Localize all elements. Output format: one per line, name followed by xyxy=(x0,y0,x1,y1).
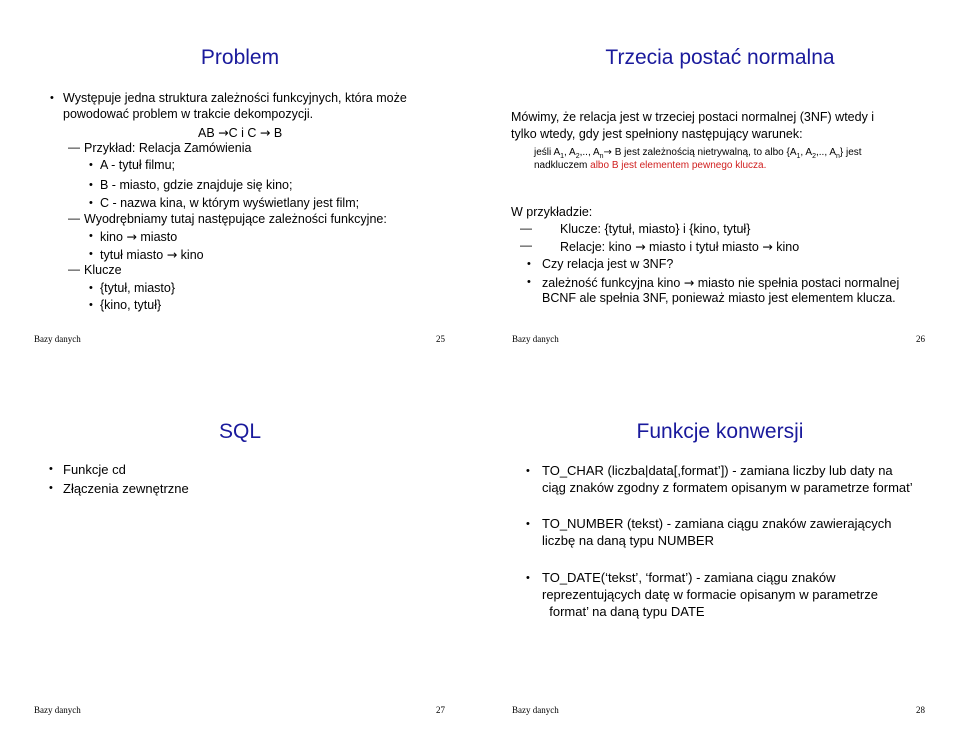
ans-part: miasto nie spełnia postaci normalnej xyxy=(697,276,900,290)
bullet-icon: • xyxy=(89,299,93,311)
page-number: 25 xyxy=(436,334,445,344)
arrow-icon: → xyxy=(166,247,178,262)
formula-part: B xyxy=(273,126,283,140)
cond-part: } jest xyxy=(839,147,862,158)
rel-part: kino xyxy=(776,240,800,254)
text-line: Klucze: {tytuł, miasto} i {kino, tytuł} xyxy=(560,222,751,236)
text-line: format’ na daną typu DATE xyxy=(542,604,705,619)
cond-sub: 1 xyxy=(796,153,801,160)
bullet-icon: • xyxy=(526,572,530,584)
text-line: {tytuł, miasto} xyxy=(100,281,176,295)
text-line: A - tytuł filmu; xyxy=(100,158,176,172)
formula-part: AB xyxy=(198,126,215,140)
slide-title: Funkcje konwersji xyxy=(636,420,804,443)
cond-sub: 1 xyxy=(560,153,565,160)
text-line: Występuje jedna struktura zależności funkcyjnych, która może xyxy=(63,91,407,105)
text-line: Czy relacja jest w 3NF? xyxy=(542,257,674,271)
bullet-icon: • xyxy=(526,465,530,477)
fd-part: tytuł miasto xyxy=(100,248,164,262)
bullet-icon: • xyxy=(49,463,53,475)
footer-label: Bazy danych xyxy=(34,334,81,344)
bullet-icon: • xyxy=(49,482,53,494)
text-line: TO_DATE(‘tekst’, ‘format’) - zamiana ciągu znaków xyxy=(542,570,836,585)
cond-part-red: albo B jest elementem pewnego klucza. xyxy=(590,160,767,171)
cond-part: , A xyxy=(564,147,576,158)
text-line: reprezentujących datę w formacie opisanym w parametrze xyxy=(542,587,878,602)
bullet-icon: • xyxy=(527,258,531,270)
list-item: Złączenia zewnętrzne xyxy=(63,481,189,496)
footer-label: Bazy danych xyxy=(512,334,559,344)
dash-icon: — xyxy=(520,221,532,235)
cond-part: B jest zależnością nietrywalną, to albo {A xyxy=(611,147,797,158)
dash-icon: — xyxy=(68,211,80,225)
slide-25 xyxy=(0,0,480,373)
bullet-icon: • xyxy=(50,92,54,104)
condition-line xyxy=(534,159,766,172)
footer-label: Bazy danych xyxy=(34,705,81,715)
bullet-icon: • xyxy=(89,248,93,260)
slide-27 xyxy=(0,373,480,746)
bullet-icon: • xyxy=(89,282,93,294)
text-line: Mówimy, że relacja jest w trzeciej postaci normalnej (3NF) wtedy i xyxy=(511,110,875,124)
bullet-icon: • xyxy=(89,159,93,171)
text-line xyxy=(560,238,799,256)
bullet-icon: • xyxy=(527,276,531,288)
slide-28 xyxy=(480,373,960,746)
text-line xyxy=(100,228,177,246)
slide-title: Trzecia postać normalna xyxy=(605,46,835,69)
dash-icon: — xyxy=(520,238,532,252)
rel-part: Relacje: kino xyxy=(560,240,632,254)
bullet-icon: • xyxy=(526,518,530,530)
cond-part: , A xyxy=(800,147,813,158)
footer-label: Bazy danych xyxy=(512,705,559,715)
cond-sub: 2 xyxy=(575,153,580,160)
cond-sub: 2 xyxy=(812,153,816,160)
fd-part: kino xyxy=(180,248,204,262)
cond-part: nadkluczem xyxy=(534,160,591,171)
text-line: ciąg znaków zgodny z formatem opisanym w parametrze format’ xyxy=(542,480,913,495)
text-line: Wyodrębniamy tutaj następujące zależności funkcyjne: xyxy=(84,212,387,226)
text-line: liczbę na daną typu NUMBER xyxy=(542,533,714,548)
fd-part: miasto xyxy=(140,230,178,244)
cond-part: ,.., A xyxy=(815,147,836,158)
page-number: 28 xyxy=(916,705,925,715)
text-line: B - miasto, gdzie znajduje się kino; xyxy=(100,178,293,192)
arrow-icon: → xyxy=(126,229,137,244)
slide-title: Problem xyxy=(200,46,280,69)
slide-title: SQL xyxy=(218,420,262,443)
bullet-icon: • xyxy=(89,179,93,191)
ans-part: zależność funkcyjna kino xyxy=(542,276,681,290)
cond-sub: n xyxy=(599,153,604,160)
bullet-icon: • xyxy=(89,230,93,242)
formula-part: C i C xyxy=(228,126,257,140)
cond-sub: n xyxy=(836,153,840,160)
arrow-icon: → xyxy=(603,147,612,158)
text-line: TO_CHAR (liczba|data[,format’]) - zamiana liczby lub daty na xyxy=(542,463,893,478)
slide-26 xyxy=(480,0,960,373)
dash-icon: — xyxy=(68,262,80,276)
text-line: Przykład: Relacja Zamówienia xyxy=(84,141,252,155)
text-line: W przykładzie: xyxy=(511,205,593,219)
text-line: {kino, tytuł} xyxy=(100,298,162,312)
dash-icon: — xyxy=(68,140,80,154)
arrow-icon: → xyxy=(218,125,229,140)
rel-part: miasto i tytuł miasto xyxy=(649,240,759,254)
text-line: C - nazwa kina, w którym wyświetlany jest film; xyxy=(100,196,360,210)
page-number: 26 xyxy=(916,334,925,344)
text-line: TO_NUMBER (tekst) - zamiana ciągu znaków zawierających xyxy=(542,516,892,531)
text-line: Klucze xyxy=(84,263,122,277)
bullet-icon: • xyxy=(89,197,93,209)
fd-part: kino xyxy=(100,230,123,244)
text-line: powodować problem w trakcie dekompozycji. xyxy=(63,107,314,121)
arrow-icon: → xyxy=(259,125,271,140)
arrow-icon: → xyxy=(683,275,695,290)
arrow-icon: → xyxy=(635,239,646,254)
list-item: Funkcje cd xyxy=(63,462,126,477)
cond-part: ,.., A xyxy=(579,147,600,158)
text-line: tylko wtedy, gdy jest spełniony następujący warunek: xyxy=(511,127,803,141)
text-line: BCNF ale spełnia 3NF, ponieważ miasto jest elementem klucza. xyxy=(542,291,896,305)
cond-part: jeśli A xyxy=(534,147,561,158)
page-number: 27 xyxy=(436,705,445,715)
arrow-icon: → xyxy=(762,239,773,254)
